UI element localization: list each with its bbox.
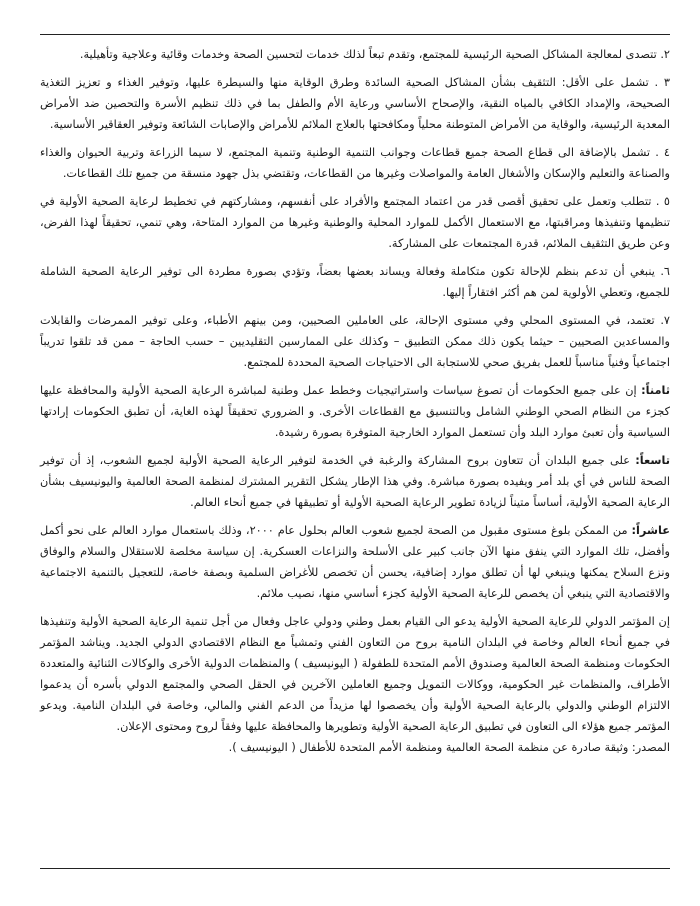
section-eighth <box>40 380 670 443</box>
clause-3: ٣ . تشمل على الأقل: التثقيف بشأن المشاكل الصحية السائدة وطرق الوقاية منها والسيطرة عليها، وتوفير الغذاء و تعزيز التغذية الصحيحة، والإمداد الكافي بالمياه النقية، والإصحاح الأساسي ورعاية الأم والطفل بما في ذلك تنظيم الأسرة والتحصين ضد الأمراض المعدية الرئيسية، والوقاية من الأمراض المتوطنة محلياً ومكافحتها بالعلاج الملائم للأمراض والإصابات الشائعة وتوفير العقاقير الأساسية. <box>40 76 670 131</box>
document-page <box>40 0 670 906</box>
section-tenth-text: من الممكن بلوغ مستوى مقبول من الصحة لجميع شعوب العالم بحلول عام ٢٠٠٠، وذلك باستعمال موارد العالم على نحو أكمل وأفضل، تلك الموارد التي ينفق منها الآن جانب كبير على الأسلحة والنزاعات العسكرية. إن سياسة مخلصة للاستقلال والسلام والوفاق ونزع السلاح يمكنها وينبغي لها أن تطلق موارد إضافية، يحسن أن تخصص للأغراض السلمية وبصفة خاصة، للتعجيل بالتنمية الاجتماعية والاقتصادية التي ينبغي أن يخصص للرعاية الصحية الأولية كجزء أساسي منها، نصيب ملائم. <box>40 524 670 600</box>
source-line: المصدر: وثيقة صادرة عن منظمة الصحة العالمية ومنظمة الأمم المتحدة للأطفال ( اليونيسيف ). <box>228 741 670 754</box>
clause-6: ٦. ينبغي أن تدعم بنظم للإحالة تكون متكاملة وفعالة ويساند بعضها بعضاً، وتؤدي بصورة مطردة الى توفير الرعاية الصحية الشاملة للجميع، وتعطي الأولوية لمن هم أكثر افتقاراً إليها. <box>40 265 670 299</box>
section-tenth <box>40 520 670 604</box>
section-ninth-text: على جميع البلدان أن تتعاون بروح المشاركة والرغبة في الخدمة لتوفير الرعاية الصحية الأولية لجميع الشعوب، إذ أن توفير الصحة للناس في أي بلد أمر ويفيده بصورة مباشرة. وفي هذا الإطار يشكل التقرير المشترك لمنظمة الصحة العالمية واليونيسيف بشأن الرعاية الصحية الأولية، أساساً متيناً لزيادة تطوير الرعاية الصحية الأولية أو تطبيقها في جميع أنحاء العالم. <box>40 454 670 509</box>
closing-paragraph: إن المؤتمر الدولي للرعاية الصحية الأولية يدعو الى القيام بعمل وطني ودولي عاجل وفعال من أجل تنمية الرعاية الصحية الأولية وتنفيذها في جميع أنحاء العالم وخاصة في البلدان النامية بروح من التعاون الفني وتمشياً مع النظام الاقتصادي الدولي الجديد. ويناشد المؤتمر الحكومات ومنظمة الصحة العالمية وصندوق الأمم المتحدة للطفولة ( اليونيسيف ) والمنظمات الدولية الأخرى والوكالات الثنائية والمتعددة الأطراف، والمنظمات غير الحكومية، ووكالات التمويل وجميع العاملين الآخرين في الحقل الصحي والمجتمع الدولي بأسره أن يدعموا الالتزام الوطني والدولي بالرعاية الصحية الأولية وأن يخصصوا لها مزيداً من الدعم الفني والمالي، وخاصة في البلدان النامية. ويدعو المؤتمر جميع هؤلاء الى التعاون في تطبيق الرعاية الصحية الأولية وتطويرها والمحافظة عليها وفقاً لروح ومحتوى الإعلان. <box>40 615 670 733</box>
document-body <box>40 44 670 758</box>
section-ninth-lead: تاسعاً: <box>635 454 670 467</box>
section-eighth-text: إن على جميع الحكومات أن تصوغ سياسات واستراتيجيات وخطط عمل وطنية لمباشرة الرعاية الصحية الأولية والمحافظة عليها كجزء من النظام الصحي الوطني الشامل وبالتنسيق مع القطاعات الأخرى. و الضروري تحقيقاً لهذه الغاية، أن تطبق الحكومات إرادتها السياسية وأن تعبئ موارد البلد وأن تستعمل الموارد الخارجية المتوفرة بصورة رشيدة. <box>40 384 670 439</box>
clause-2: ٢. تتصدى لمعالجة المشاكل الصحية الرئيسية للمجتمع، وتقدم تبعاً لذلك خدمات لتحسين الصحة وخدمات وقائية وعلاجية وتأهيلية. <box>79 48 670 61</box>
clause-7: ٧. تعتمد، في المستوى المحلي وفي مستوى الإحالة، على العاملين الصحيين، ومن بينهم الأطباء، وعلى توفير الممرضات والقابلات والمساعدين الصحيين – حيثما يكون ذلك ممكن التطبيق – وكذلك على الممارسين التقليديين – حسب الحاجة – ممن قد تلقوا تدريباً اجتماعياً وفنياً مناسباً للعمل بفريق صحي للاستجابة الى الاحتياجات الصحية المحددة للمجتمع. <box>40 314 670 369</box>
bottom-divider <box>40 868 670 869</box>
section-ninth <box>40 450 670 513</box>
section-tenth-lead: عاشراً: <box>631 524 670 537</box>
top-divider <box>40 34 670 35</box>
section-eighth-lead: ثامناً: <box>641 384 670 397</box>
clause-5: ٥ . تتطلب وتعمل على تحقيق أقصى قدر من اعتماد المجتمع والأفراد على أنفسهم، ومشاركتهم في تخطيط لرعاية الصحية الأولية في تنظيمها وتنفيذها ومراقبتها، مع الاستعمال الأكمل للموارد المحلية والوطنية وغيرها من الموارد المتاحة، وهي تنمي، تحقيقاً لهذا الفرض، وعن طريق التثقيف الملائم، قدرة المجتمعات على المشاركة. <box>40 195 670 250</box>
clause-4: ٤ . تشمل بالإضافة الى قطاع الصحة جميع قطاعات وجوانب التنمية الوطنية وتنمية المجتمع، لا سيما الزراعة وتربية الحيوان والغذاء والصناعة والتعليم والإسكان والأشغال العامة والمواصلات وغيرها من القطاعات، وتقتضي بذل جهود منسقة من جميع تلك القطاعات. <box>40 146 670 180</box>
